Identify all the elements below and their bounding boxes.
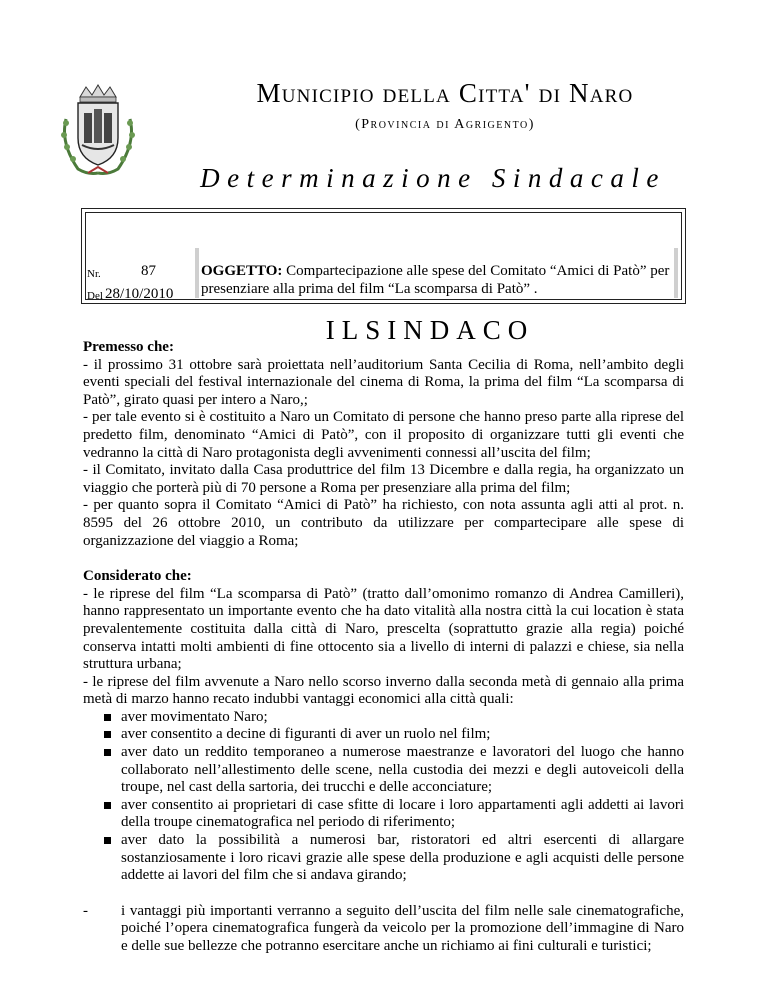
list-item: aver consentito a decine di figuranti di aver un ruolo nel film; <box>83 726 684 744</box>
info-box-separator <box>195 248 199 298</box>
subject <box>201 262 675 298</box>
final-dash-paragraph <box>83 903 684 956</box>
list-item: aver consentito ai proprietari di case sfitte di locare i loro appartamenti agli addetti ai lavori della troupe cinematografica nel periodo di riferimento; <box>83 797 684 832</box>
premesso-heading: Premesso che: <box>83 339 174 355</box>
list-item: aver dato la possibilità a numerosi bar, ristoratori ed altri esercenti di allargare sostanziosamente i loro ricavi grazie alle spese della produzione e agli acquisti delle persone addette ai lavori del film che si andava girando; <box>83 832 684 885</box>
list-item: aver dato un reddito temporaneo a numerose maestranze e lavoratori del luogo che hanno collaborato nell’allestimento delle scene, nella custodia dei mezzi e degli autoveicoli della troupe, nel cast della sartoria, dei trucchi e delle acconciature; <box>83 744 684 797</box>
advantages-list <box>83 709 684 885</box>
subject-label: OGGETTO: <box>201 263 283 279</box>
premesso-paragraph-4: - per quanto sopra il Comitato “Amici di Patò” ha richiesto, con nota assunta agli atti al prot. n. 8595 del 26 ottobre 2010, un contributo da utilizzare per compartecipare alle spese di organizzazione del viaggio a Roma; <box>83 497 684 549</box>
premesso-paragraph-3: - il Comitato, invitato dalla Casa produttrice del film 13 Dicembre e dalla regia, ha organizzato un viaggio che porterà più di 70 persone a Roma per presenziare alla prima del film; <box>83 462 684 496</box>
dash-marker: - <box>83 902 88 919</box>
number-value: 87 <box>141 263 156 279</box>
considerato-heading: Considerato che: <box>83 568 192 585</box>
date-value: 28/10/2010 <box>105 286 174 302</box>
number-label: Nr. <box>87 268 101 280</box>
considerato-paragraph-2: - le riprese del film avvenute a Naro nello scorso inverno dalla seconda metà di gennaio alla prima metà di marzo hanno recato indubbi vantaggi economici alla città quali: <box>83 673 684 708</box>
mayor-heading: ILSINDACO <box>325 315 535 345</box>
premesso-paragraph-1: - il prossimo 31 ottobre sarà proiettata nell’auditorium Santa Cecilia di Roma, nell’ambito degli eventi speciali del festival internazionale del cinema di Roma, la prima del film “La scomparsa di Patò”, girato quasi per intero a Naro,; <box>83 356 684 408</box>
coat-of-arms-icon <box>58 83 138 180</box>
premesso-paragraph-2: - per tale evento si è costituito a Naro un Comitato di persone che hanno preso parte alla riprese del predetto film, denominato “Amici di Patò”, con il proposito di organizzare tutti gli eventi che vedranno la città di Naro protagonista degli avvenimenti connessi all’uscita del film; <box>83 409 684 461</box>
document-body <box>83 339 684 956</box>
municipality-title: Municipio della Citta' di Naro <box>256 78 634 108</box>
subject-text: Compartecipazione alle spese del Comitato “Amici di Patò” per presenziare alla prima del film “La scomparsa di Patò” . <box>201 263 670 297</box>
final-paragraph-text: i vantaggi più importanti verranno a seguito dell’uscita del film nelle sale cinematografiche, poiché l’opera cinematografica fungerà da veicolo per la promozione dell’immagine di Naro e delle sue bellezze che potranno esercitare anche un richiamo ai fini culturali e turistici; <box>121 902 684 954</box>
list-item: aver movimentato Naro; <box>83 709 684 727</box>
province-subtitle: (Provincia di Agrigento) <box>355 117 535 132</box>
date-label: Del <box>87 290 103 302</box>
document-type-title: Determinazione Sindacale <box>200 163 666 193</box>
considerato-paragraph-1: - le riprese del film “La scomparsa di Patò” (tratto dall’omonimo romanzo di Andrea Camilleri), hanno rappresentato un importante evento che ha dato vitalità alla nostra città la cui location è stata prevalentemente costituita dalla città di Naro, prescelta (soprattutto grazie alla regia) poiché conserva intatti molti ambienti di fine ottocento sia a livello di interni di palazzi e chiese, sia nella struttura urbana; <box>83 585 684 673</box>
